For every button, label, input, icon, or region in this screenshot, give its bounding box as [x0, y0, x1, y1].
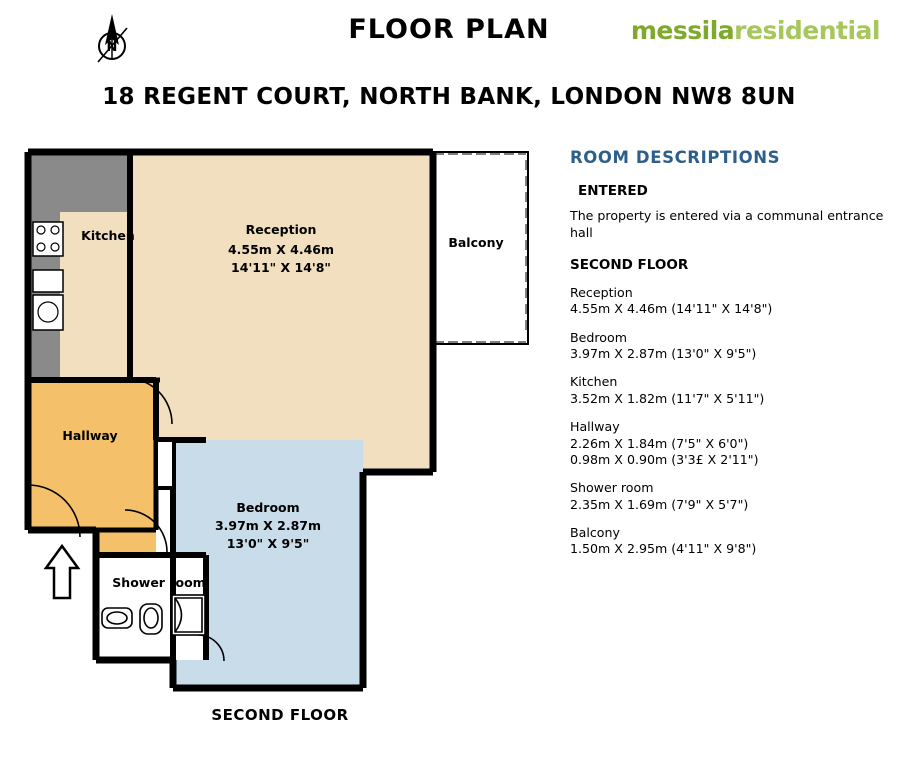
kitchen-appliances	[33, 222, 63, 330]
description-room-name: Hallway	[570, 419, 620, 435]
plan-footer-label: SECOND FLOOR	[211, 706, 349, 724]
description-row	[570, 374, 890, 407]
floor-plan-drawing	[0, 130, 560, 700]
second-floor-heading: SECOND FLOOR	[570, 257, 689, 273]
description-room-dims-secondary: 0.98m X 0.90m (3'3£ X 2'11")	[570, 451, 759, 467]
description-row	[570, 525, 890, 558]
description-row	[570, 285, 890, 318]
description-room-name: Balcony	[570, 524, 620, 540]
room-descriptions-panel	[570, 148, 890, 570]
brand-logo	[631, 16, 880, 45]
description-room-dims: 4.55m X 4.46m (14'11" X 14'8")	[570, 301, 773, 317]
property-address: 18 REGENT COURT, NORTH BANK, LONDON NW8 8UN	[102, 84, 796, 110]
room-label-shower-room: Shower room	[112, 575, 206, 590]
brand-name-primary: messila	[630, 16, 735, 45]
description-room-dims: 2.26m X 1.84m (7'5" X 6'0")	[570, 435, 749, 451]
description-room-name: Reception	[570, 285, 633, 300]
description-row	[570, 419, 890, 468]
page-title: FLOOR PLAN	[348, 14, 550, 45]
entered-heading: ENTERED	[578, 183, 648, 199]
bedroom-dim-imperial: 13'0" X 9'5"	[226, 536, 310, 551]
description-row	[570, 330, 890, 363]
description-room-name: Bedroom	[570, 329, 627, 345]
description-room-dims: 3.97m X 2.87m (13'0" X 9'5")	[570, 346, 757, 362]
room-label-balcony: Balcony	[448, 235, 504, 250]
reception-dim-imperial: 14'11" X 14'8"	[231, 260, 331, 275]
description-room-name: Kitchen	[570, 374, 618, 390]
reception-dim-metric: 4.55m X 4.46m	[227, 242, 335, 257]
entered-text: The property is entered via a communal entrance hall	[570, 208, 884, 240]
room-label-bedroom: Bedroom	[236, 500, 300, 515]
hallway-nook	[156, 440, 174, 488]
description-room-dims: 3.52m X 1.82m (11'7" X 5'11")	[570, 390, 765, 406]
room-label-hallway: Hallway	[62, 428, 118, 443]
entrance-arrow	[46, 546, 78, 598]
room-descriptions-title: ROOM DESCRIPTIONS	[570, 148, 781, 167]
room-label-kitchen: Kitchen	[81, 228, 135, 243]
description-room-dims: 1.50m X 2.95m (4'11" X 9'8")	[570, 541, 757, 557]
room-label-reception: Reception	[245, 222, 317, 237]
description-row	[570, 480, 890, 513]
svg-text:N: N	[106, 40, 118, 55]
description-room-dims: 2.35m X 1.69m (7'9" X 5'7")	[570, 496, 749, 512]
floor-plan-svg	[0, 130, 560, 700]
description-room-name: Shower room	[570, 480, 654, 496]
brand-name-secondary: residential	[734, 16, 880, 45]
bedroom-dim-metric: 3.97m X 2.87m	[214, 518, 322, 533]
